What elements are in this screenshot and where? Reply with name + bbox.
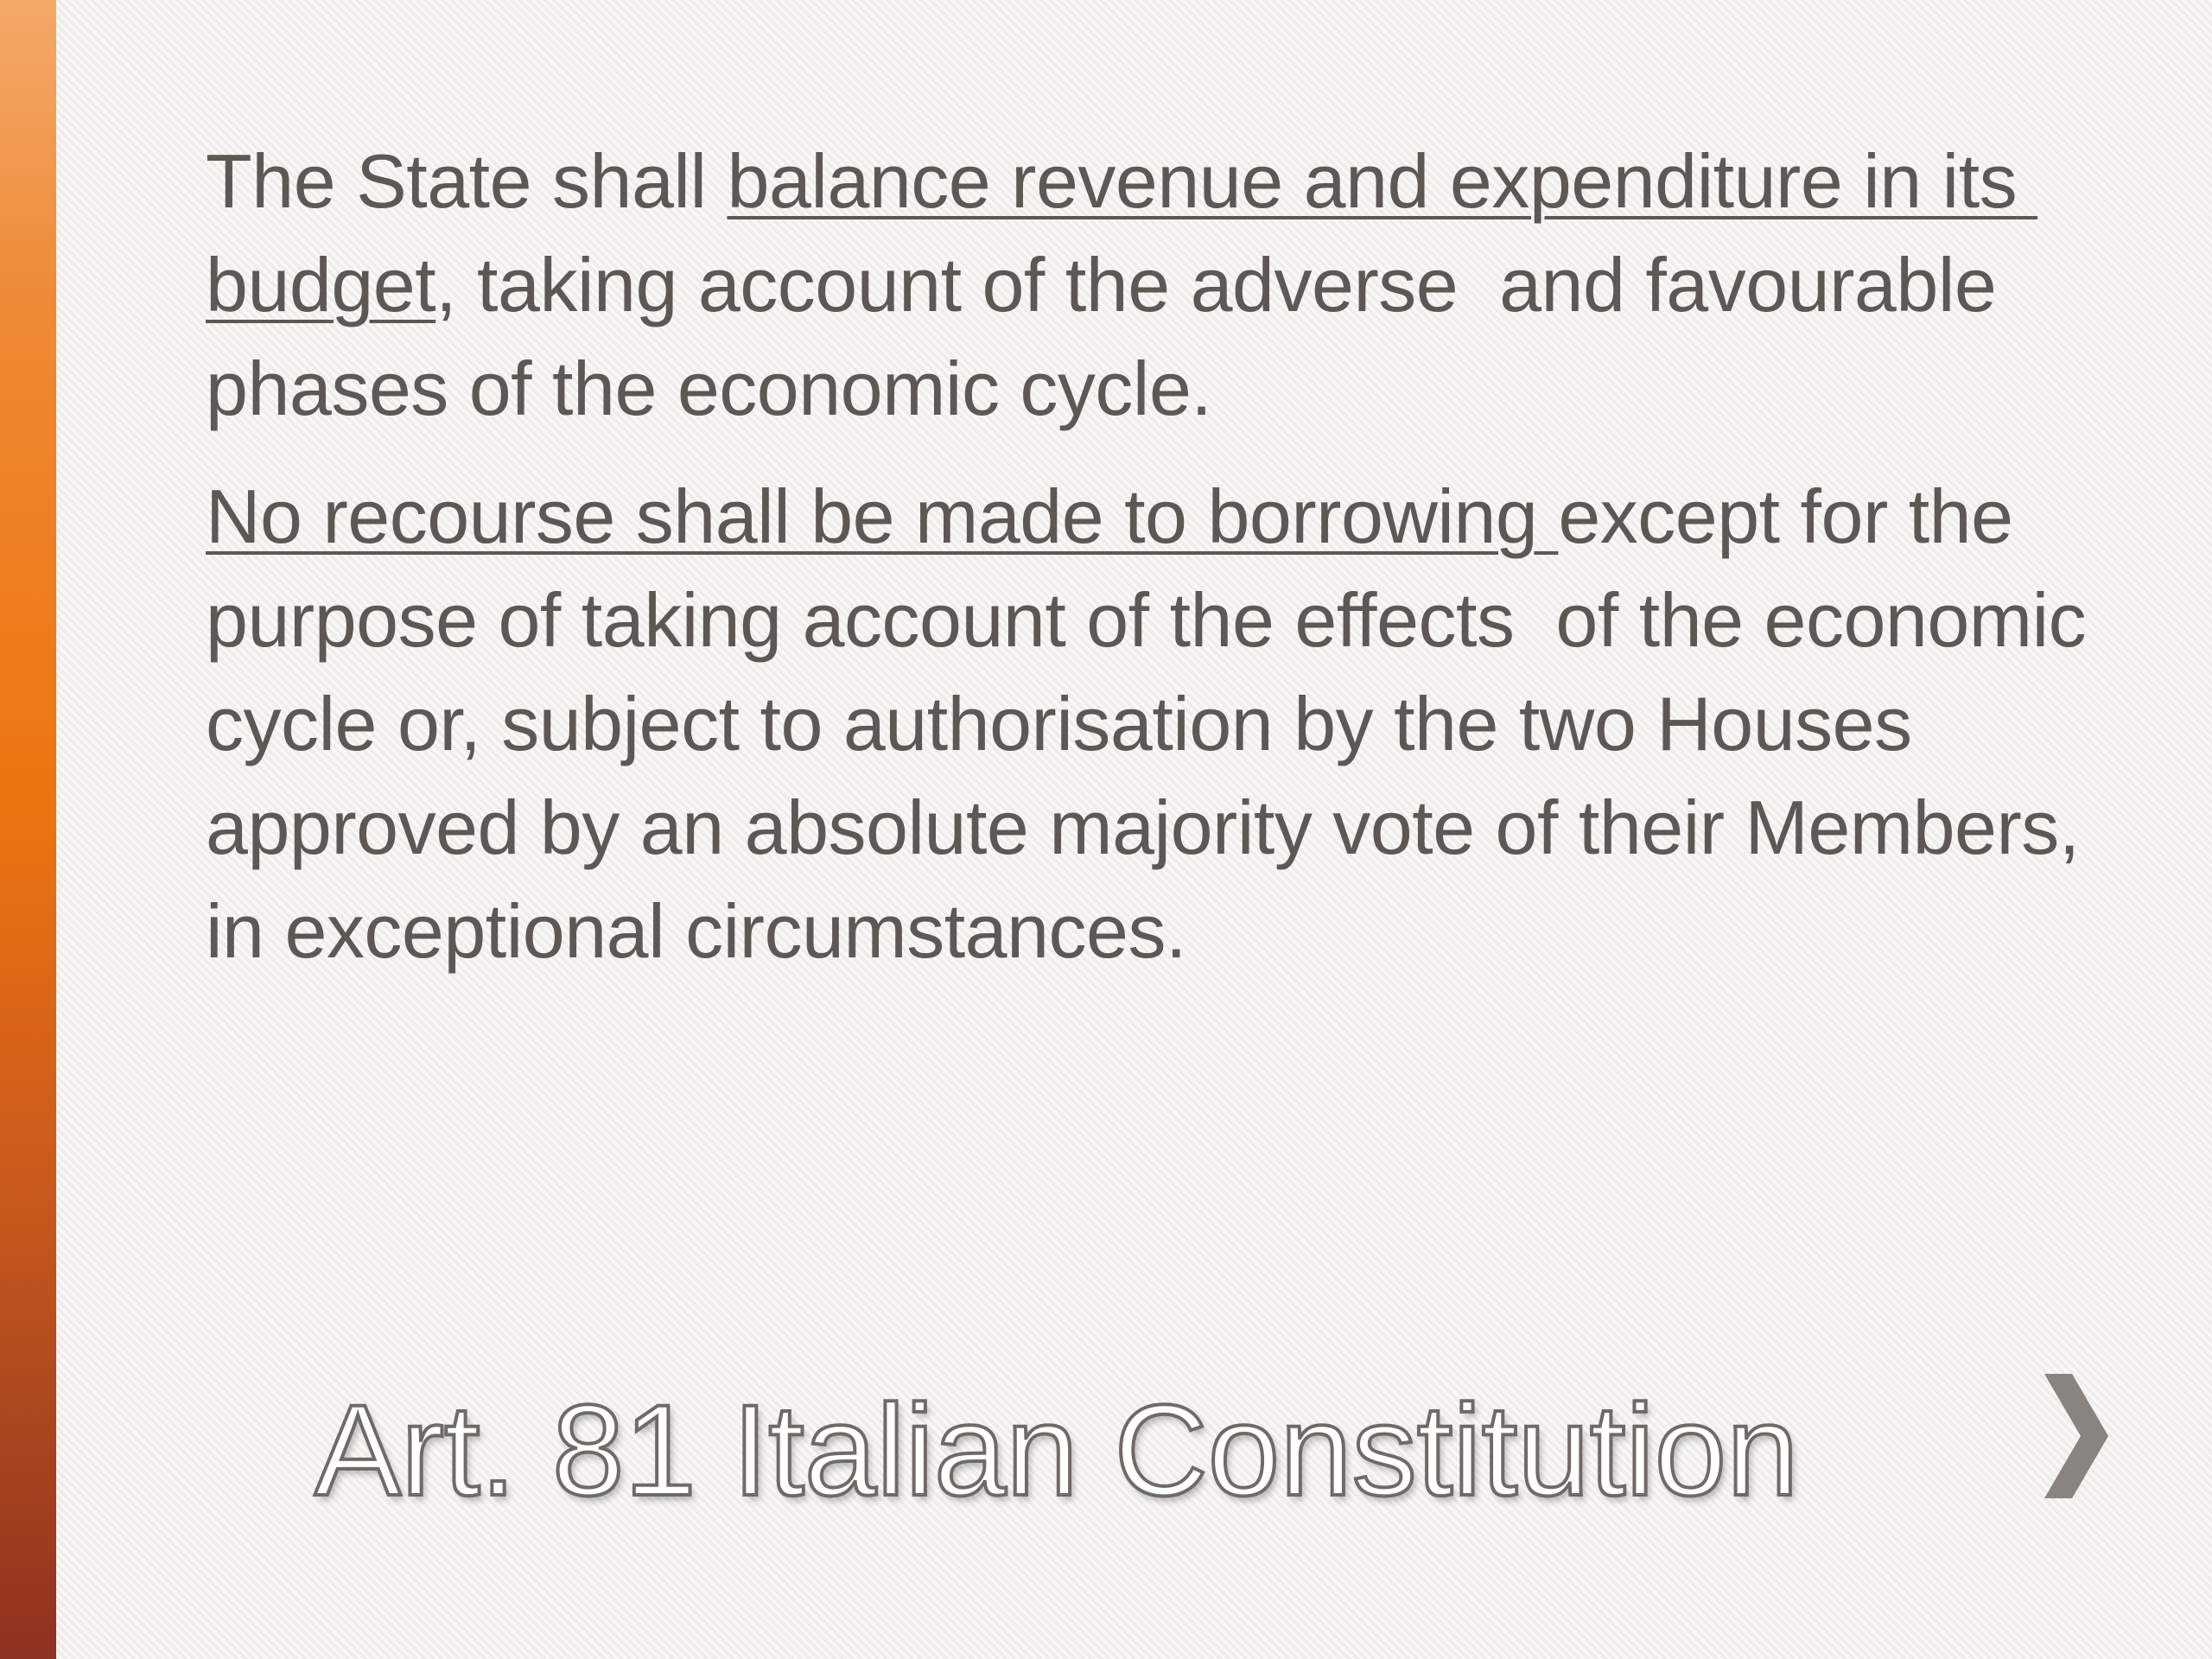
paragraph-2-rest: except for the purpose of taking account of the effects of the economic cycle or, subject to authorisation by the two Houses approved by an absolute majority vote of their Members, in exceptional circumstances. xyxy=(206,474,2107,974)
paragraph-balance xyxy=(206,130,2107,441)
paragraph-2-underlined: No recourse shall be made to borrowing xyxy=(206,474,1559,559)
slide-body xyxy=(206,130,2107,983)
chevron-right-icon[interactable] xyxy=(2037,1367,2115,1505)
paragraph-1-underlined: balance revenue and expenditure in its budget xyxy=(206,138,2038,327)
paragraph-1-text: The State shall xyxy=(206,138,728,224)
paragraph-borrowing xyxy=(206,465,2107,983)
slide-title: Art. 81 Italian Constitution xyxy=(315,1377,1799,1522)
paragraph-1-rest: , taking account of the adverse and favourable phases of the economic cycle. xyxy=(206,242,2018,431)
accent-bar xyxy=(0,0,56,1659)
